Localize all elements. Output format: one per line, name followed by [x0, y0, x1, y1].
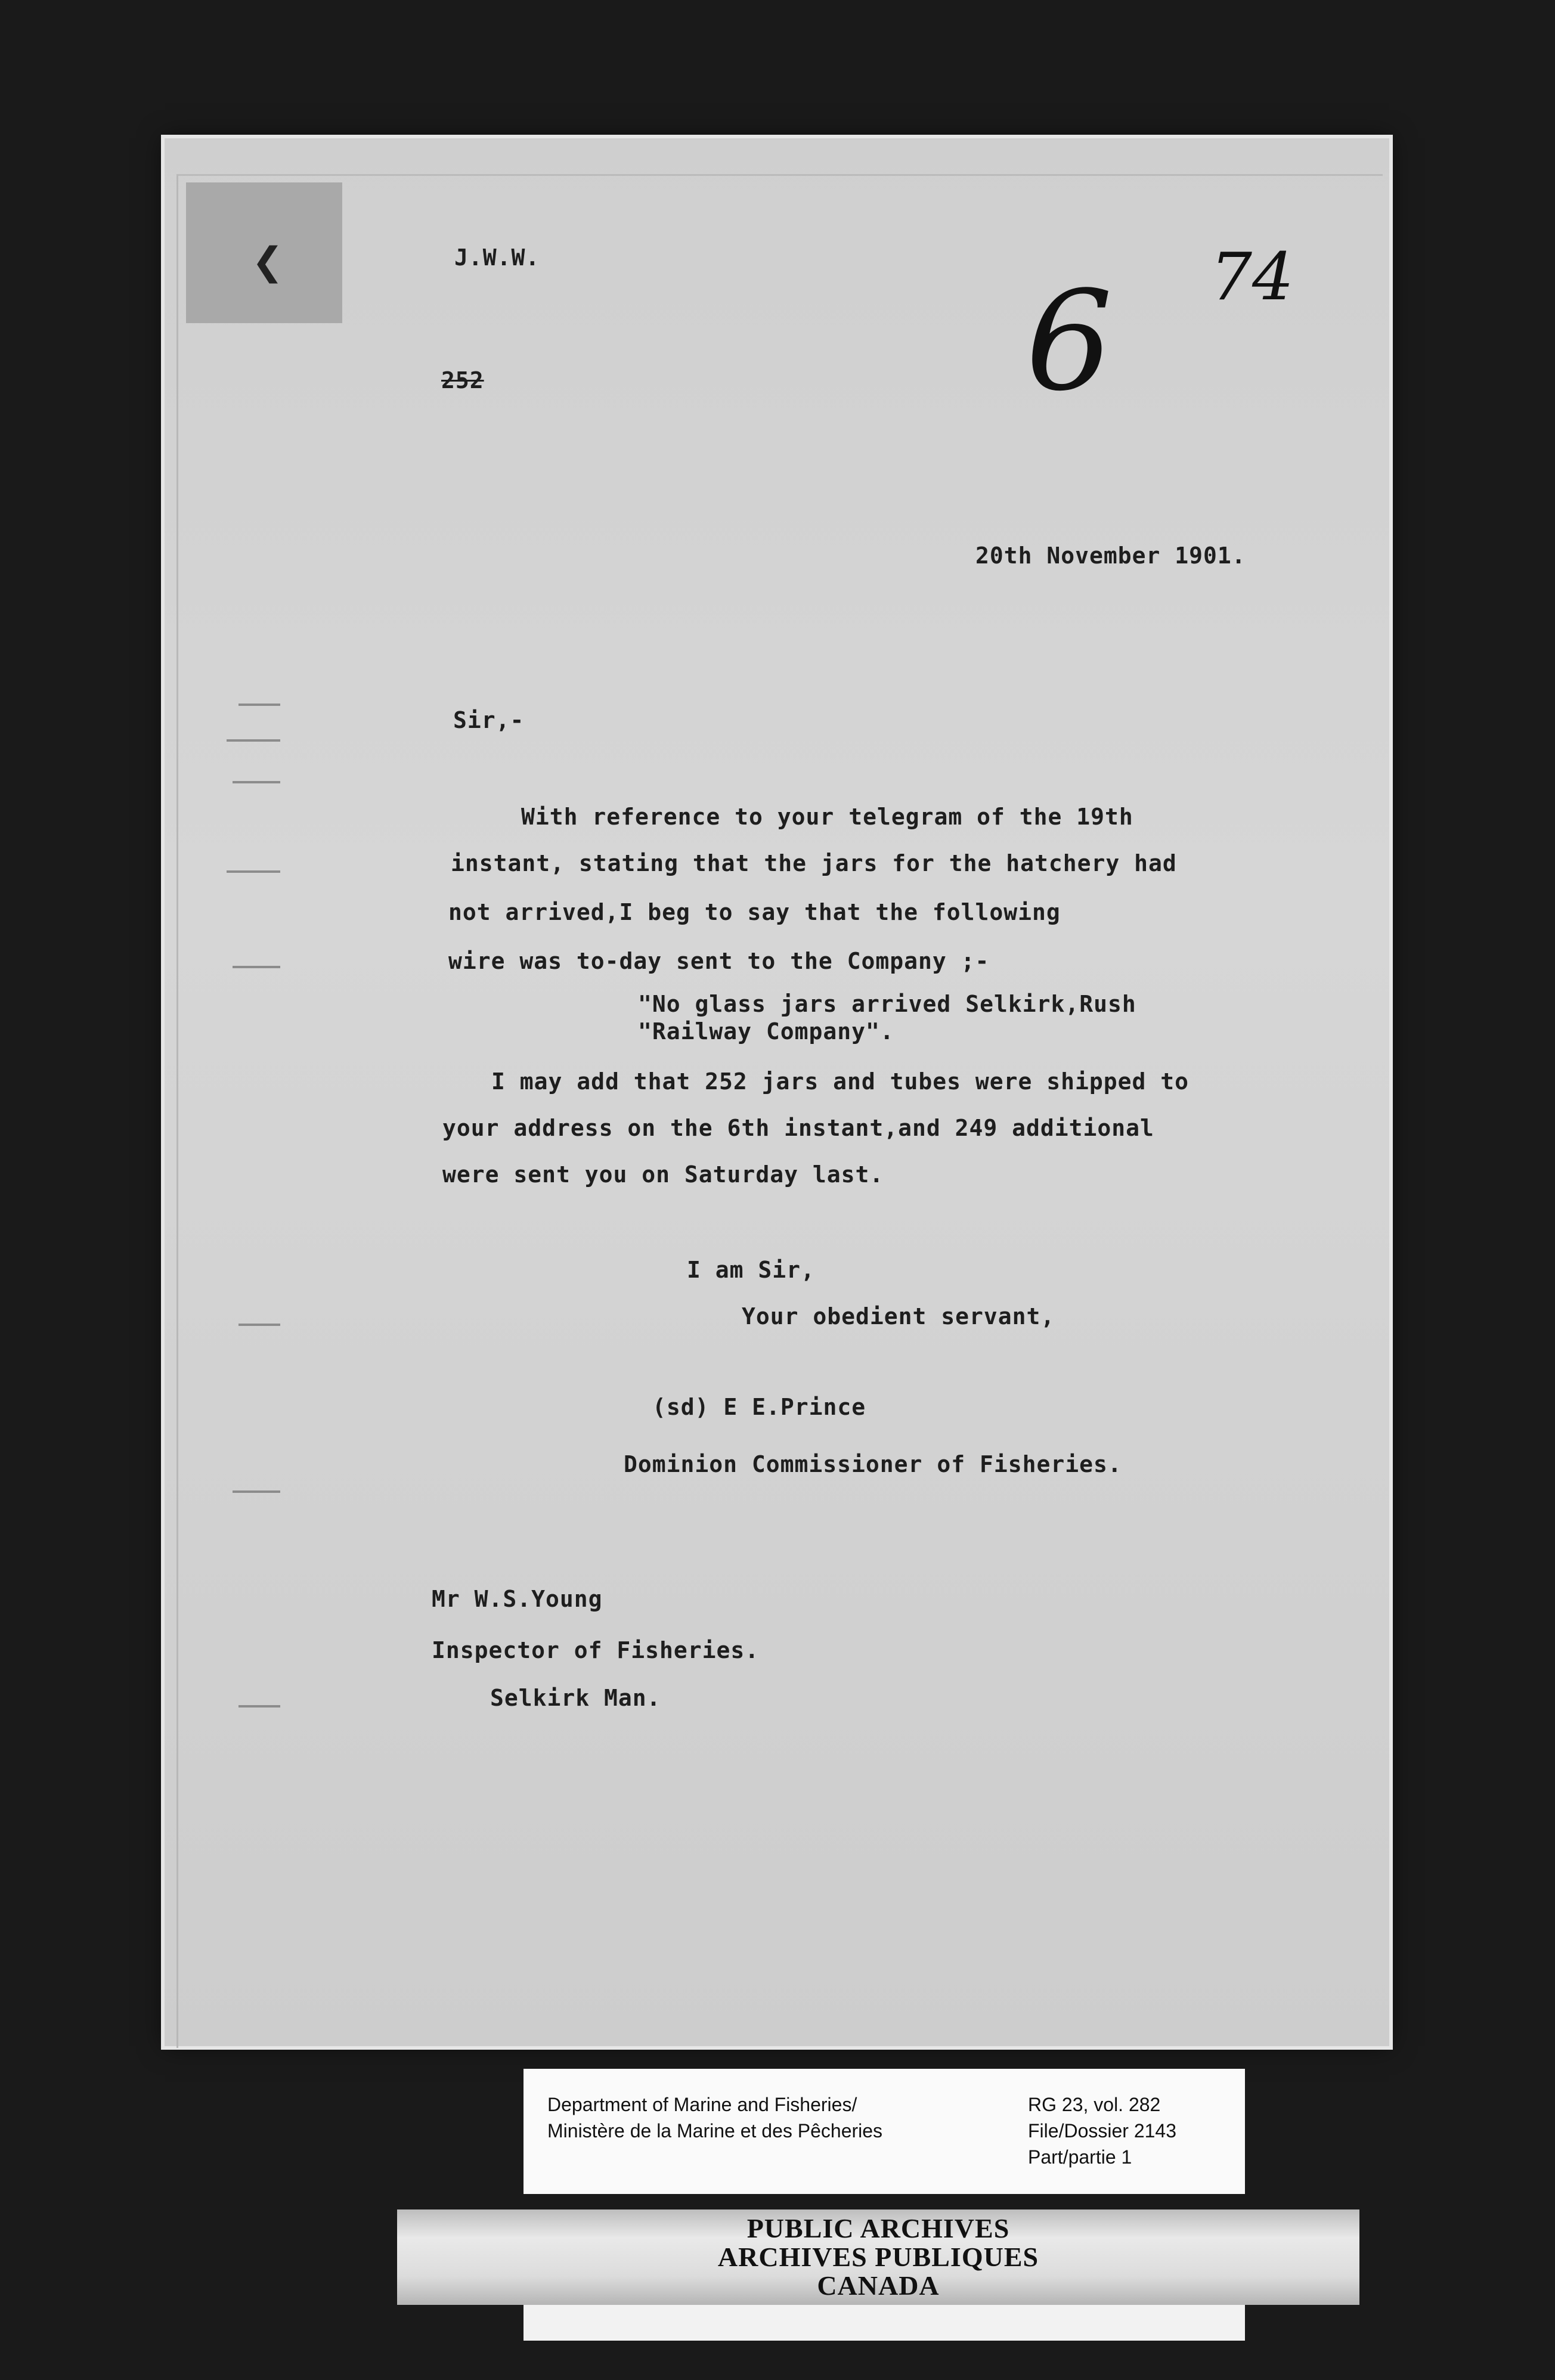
body-line: not arrived,I beg to say that the following	[448, 899, 1061, 925]
stamp-line: ARCHIVES PUBLIQUES	[717, 2242, 1039, 2272]
clip-icon: ❮	[252, 240, 284, 284]
label-line: File/Dossier 2143	[1028, 2120, 1176, 2142]
label-line: RG 23, vol. 282	[1028, 2094, 1161, 2115]
handwritten-folio-number: 74	[1210, 238, 1294, 315]
margin-tick	[238, 1324, 280, 1326]
margin-tick	[233, 781, 280, 783]
archive-reference-label	[524, 2069, 1245, 2194]
label-line: Part/partie 1	[1028, 2146, 1132, 2168]
archives-stamp	[397, 2209, 1359, 2305]
closing-line: Your obedient servant,	[742, 1303, 1055, 1330]
body-line: were sent you on Saturday last.	[442, 1161, 884, 1188]
stamp-line: PUBLIC ARCHIVES	[746, 2213, 1010, 2243]
margin-tick	[238, 704, 280, 706]
quote-line: "No glass jars arrived Selkirk,Rush	[638, 991, 1136, 1017]
letter-date: 20th November 1901.	[975, 543, 1246, 569]
margin-tick	[227, 870, 280, 873]
body-line: With reference to your telegram of the 19th	[521, 804, 1133, 830]
addressee-line: Inspector of Fisheries.	[432, 1637, 760, 1663]
corner-clip-mark	[186, 182, 342, 323]
addressee-line: Mr W.S.Young	[432, 1586, 603, 1612]
stamp-line: CANADA	[817, 2270, 940, 2301]
body-line: I may add that 252 jars and tubes were shipped to	[491, 1068, 1190, 1095]
body-line: wire was to-day sent to the Company ;-	[448, 948, 990, 974]
initials: J.W.W.	[454, 244, 540, 271]
label-line: Department of Marine and Fisheries/	[547, 2094, 857, 2115]
handwritten-mark: 6	[1026, 262, 1113, 422]
body-line: instant, stating that the jars for the hatchery had	[451, 850, 1177, 876]
label-department	[547, 2091, 882, 2144]
addressee-line: Selkirk Man.	[490, 1685, 661, 1711]
signature-title: Dominion Commissioner of Fisheries.	[624, 1451, 1122, 1477]
salutation: Sir,-	[453, 707, 525, 733]
margin-tick	[233, 1490, 280, 1493]
file-number: 252	[441, 367, 484, 393]
signature: (sd) E E.Prince	[652, 1394, 866, 1420]
label-line: Ministère de la Marine et des Pêcheries	[547, 2120, 883, 2142]
margin-tick	[233, 966, 280, 968]
label-reference	[1028, 2091, 1176, 2170]
body-line: your address on the 6th instant,and 249 additional	[442, 1115, 1154, 1141]
quote-line: "Railway Company".	[638, 1018, 894, 1045]
label-bottom-strip	[524, 2305, 1245, 2341]
margin-tick	[227, 739, 280, 742]
closing-line: I am Sir,	[687, 1257, 815, 1283]
margin-tick	[238, 1705, 280, 1707]
